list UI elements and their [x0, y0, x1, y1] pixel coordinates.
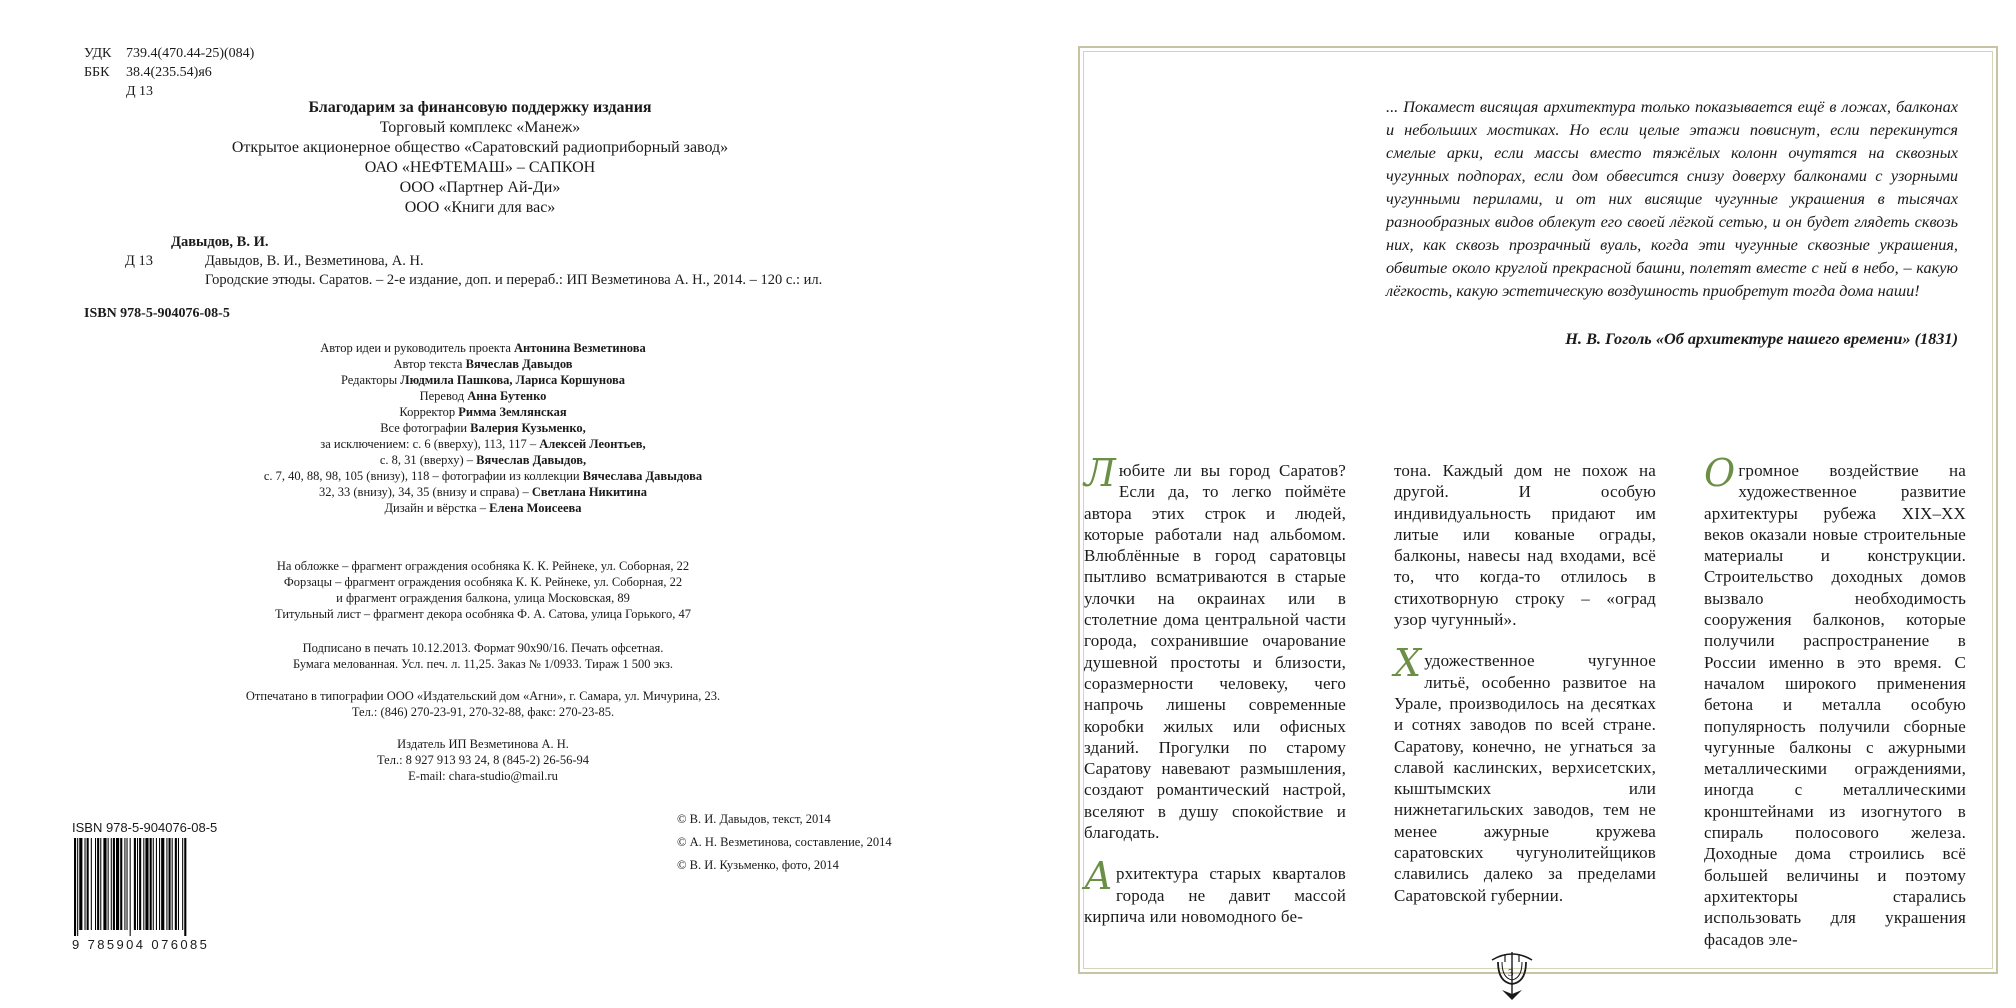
copyright-block — [677, 808, 892, 877]
paragraph: Любите ли вы город Саратов? Если да, то легко поймёте автора этих строк и людей, которые работали над альбомом. Влюблённые в город саратовцы пытливо всматриваются в старые улочки на окраинах или в столетние дома центральной части города, сохранившие очарование душевной простоты и близости, соразмерности человеку, чего напрочь лишены современные коробки жилых или офисных зданий. Прогулки по старому Саратову навевают размышления, создают романтический настрой, вселяют в душу спокойствие и благодать. — [1084, 451, 1346, 843]
sponsor-item: ООО «Партнер Ай-Ди» — [399, 179, 561, 196]
barcode-bar — [79, 838, 82, 930]
barcode-bar — [184, 838, 186, 936]
barcode-bar — [161, 838, 164, 930]
credit-line: Автор текста Вячеслав Давыдов — [393, 357, 573, 371]
sponsor-item: Открытое акционерное общество «Саратовский радиоприборный завод» — [231, 139, 729, 156]
credit-line: Перевод Анна Бутенко — [419, 389, 547, 403]
epigraph-attribution: Н. В. Гоголь «Об архитектуре нашего времени» (1831) — [1565, 329, 1958, 348]
bbk-label: ББК — [84, 65, 110, 80]
author-code: Д 13 — [126, 84, 154, 99]
barcode-bar — [91, 838, 92, 930]
copyright-line: © А. Н. Везметинова, составление, 2014 — [677, 835, 892, 849]
barcode-bar — [134, 838, 136, 930]
barcode-bar — [166, 838, 167, 930]
barcode-bar — [139, 838, 141, 930]
bbk-value: 38.4(235.54)я6 — [126, 65, 212, 80]
cover-notes — [0, 558, 966, 622]
barcode-bar — [153, 838, 154, 930]
text-page — [1008, 0, 2016, 1008]
barcode-bar — [143, 838, 144, 930]
barcode-bar — [130, 838, 131, 936]
credit-line: с. 7, 40, 88, 98, 105 (внизу), 118 – фотографии из коллекции Вячеслава Давыдова — [263, 469, 703, 483]
sponsor-item: Торговый комплекс «Манеж» — [379, 119, 581, 136]
credit-line: за исключением: с. 6 (вверху), 113, 117 – Алексей Леонтьев, — [320, 437, 646, 451]
classification-codes — [84, 44, 254, 101]
sponsors-block — [0, 98, 960, 218]
publisher-line: Тел.: 8 927 913 93 24, 8 (845-2) 26-56-94 — [377, 753, 589, 767]
barcode-bar — [97, 838, 99, 930]
cover-note: и фрагмент ограждения балкона, улица Московская, 89 — [336, 591, 630, 605]
print-info-line: Подписано в печать 10.12.2013. Формат 90х90/16. Печать офсетная. — [302, 641, 664, 655]
sponsor-item: ОАО «НЕФТЕМАШ» – САПКОН — [364, 159, 596, 176]
barcode-bars — [72, 838, 222, 936]
barcode-bar — [74, 838, 76, 936]
udk-label: УДК — [84, 46, 112, 61]
sponsor-item: ООО «Книги для вас» — [404, 199, 556, 216]
barcode-digits: 9 785904 076085 — [72, 937, 210, 952]
page-number: 3 — [1508, 967, 1514, 979]
dropcap: Х — [1394, 641, 1422, 686]
barcode-bar — [116, 838, 119, 930]
credit-line: Автор идеи и руководитель проекта Антонина Везметинова — [320, 341, 646, 355]
credits-block — [0, 340, 966, 516]
paragraph: Архитектура старых кварталов города не давит массой кирпича или новомодного бе- — [1084, 854, 1346, 926]
barcode-bar — [85, 838, 86, 930]
sponsors-heading: Благодарим за финансовую поддержку издания — [308, 99, 652, 116]
barcode-bar — [178, 838, 179, 930]
paragraph: Художественное чугунное литьё, особенно развитое на Урале, производилось на десятках и сотнях заводов по всей стране. Саратову, конечно, не угнаться за славой каслинских, верхисетских, кыштымских или нижнетагильских заводов, тем не менее ажурные кружева саратовских чугунолитейщиков славились далеко за пределами Саратовской губернии. — [1394, 641, 1656, 905]
credit-line: Корректор Римма Землянская — [399, 405, 567, 419]
dropcap: Л — [1084, 451, 1116, 495]
copyright-line: © В. И. Давыдов, текст, 2014 — [677, 812, 831, 826]
credit-line: Редакторы Людмила Пашкова, Лариса Коршунова — [340, 373, 626, 387]
printer-line: Отпечатано в типографии ООО «Издательский дом «Агни», г. Самара, ул. Мичурина, 23. — [245, 689, 721, 703]
barcode-isbn-label: ISBN 978-5-904076-08-5 — [72, 820, 218, 835]
barcode-bar — [150, 838, 152, 930]
barcode-bar — [87, 838, 89, 930]
barcode-bar — [137, 838, 138, 930]
credit-line: с. 8, 31 (вверху) – Вячеслав Давыдов, — [379, 453, 587, 467]
biblio-code: Д 13 — [125, 253, 154, 269]
epigraph-quote: ... Покамест висящая архитектура только показывается ещё в ложах, балконах и небольших мостиках. Но если целые этажи повиснут, если перекинутся смелые арки, если массы вместо тяжёлых колонн очутятся на сквозных чугунных подпорах, если дом обвесится снизу доверху балконами с узорными чугунными перилами, и от них висящие чугунные украшения в тысячах разнообразных видов облекут его своей лёгкой сетью, и он будет глядеть сквозь них, как сквозь прозрачный вуаль, когда эти чугунные сквозные украшения, обвитые около круглой прекрасной башни, полетят вместе с ней в небо, – какую лёгкость, какую эстетическую воздушность приобретут тогда дома наши! — [1386, 97, 1958, 300]
barcode-bar — [175, 838, 177, 930]
cover-note: На обложке – фрагмент ограждения особняка К. К. Рейнеке, ул. Соборная, 22 — [276, 559, 690, 573]
publisher-email: E-mail: chara-studio@mail.ru — [408, 769, 558, 783]
credit-line: 32, 33 (внизу), 34, 35 (внизу и справа) – Светлана Никитина — [319, 485, 647, 499]
credit-line: Все фотографии Валерия Кузьменко, — [380, 421, 586, 435]
barcode-bar — [159, 838, 160, 930]
barcode-bar — [100, 838, 101, 930]
biblio-author: Давыдов, В. И. — [171, 234, 269, 250]
barcode-bar — [108, 838, 109, 930]
barcode-bar — [156, 838, 157, 930]
text-column-2 — [1394, 460, 1656, 926]
udk-value: 739.4(470.44-25)(084) — [126, 46, 255, 61]
barcode-bar — [95, 838, 96, 930]
barcode — [72, 820, 222, 952]
barcode-bar — [113, 838, 115, 930]
copyright-line: © В. И. Кузьменко, фото, 2014 — [677, 858, 839, 872]
printer-info — [0, 688, 966, 720]
print-info-line: Бумага мелованная. Усл. печ. л. 11,25. Заказ № 1/0933. Тираж 1 500 экз. — [292, 657, 674, 671]
cover-note: Форзацы – фрагмент ограждения особняка К. К. Рейнеке, ул. Соборная, 22 — [283, 575, 683, 589]
barcode-bar — [127, 838, 128, 930]
barcode-bar — [172, 838, 173, 930]
biblio-line2: Городские этюды. Саратов. – 2-е издание, доп. и перераб.: ИП Везметинова А. Н., 2014. – 120 с.: ил. — [205, 272, 823, 288]
biblio-line1: Давыдов, В. И., Везметинова, А. Н. — [205, 253, 424, 269]
cover-note: Титульный лист – фрагмент декора особняка Ф. А. Сатова, улица Горького, 47 — [275, 607, 691, 621]
barcode-bar — [120, 838, 122, 930]
credit-line: Дизайн и вёрстка – Елена Моисеева — [384, 501, 582, 515]
paragraph: Огромное воздействие на художественное развитие архитектуры рубежа XIX–XX веков оказали новые строительные материалы и конструкции. Строительство доходных домов вызвало необходимость сооружения балконов, которые получили распространение в России именно в это время. С началом широкого применения бетона и металла особую популярность получили сборные чугунные балконы с ажурными металлическими ограждениями, иногда с металлическими кронштейнами из изогнутого в спираль полосового железа. Доходные дома строились всё большей величины и поэтому архитекторы старались использовать для украшения фасадов эле- — [1704, 451, 1966, 949]
print-info — [0, 640, 966, 672]
dropcap: О — [1704, 451, 1736, 495]
publisher-line: Издатель ИП Везметинова А. Н. — [397, 737, 569, 751]
text-column-3 — [1704, 451, 1966, 970]
text-column-1 — [1084, 451, 1346, 947]
barcode-bar — [182, 838, 183, 930]
bibliographic-record — [125, 233, 822, 290]
dropcap: А — [1084, 854, 1113, 899]
printer-line: Тел.: (846) 270-23-91, 270-32-88, факс: 270-23-85. — [351, 705, 615, 719]
paragraph: тона. Каждый дом не похож на другой. И особую индивидуальность придают им литые или кованые ограды, балконы, навесы над входами, всё то, что когда-то отлилось в стихотворную строку – «оград узор чугунный». — [1394, 461, 1656, 630]
barcode-bar — [103, 838, 106, 930]
isbn-line: ISBN 978-5-904076-08-5 — [84, 306, 230, 321]
barcode-bar — [145, 838, 148, 930]
barcode-bar — [111, 838, 112, 930]
publisher-info — [0, 736, 966, 784]
barcode-bar — [124, 838, 125, 930]
barcode-bar — [169, 838, 171, 930]
barcode-bar — [77, 838, 78, 936]
